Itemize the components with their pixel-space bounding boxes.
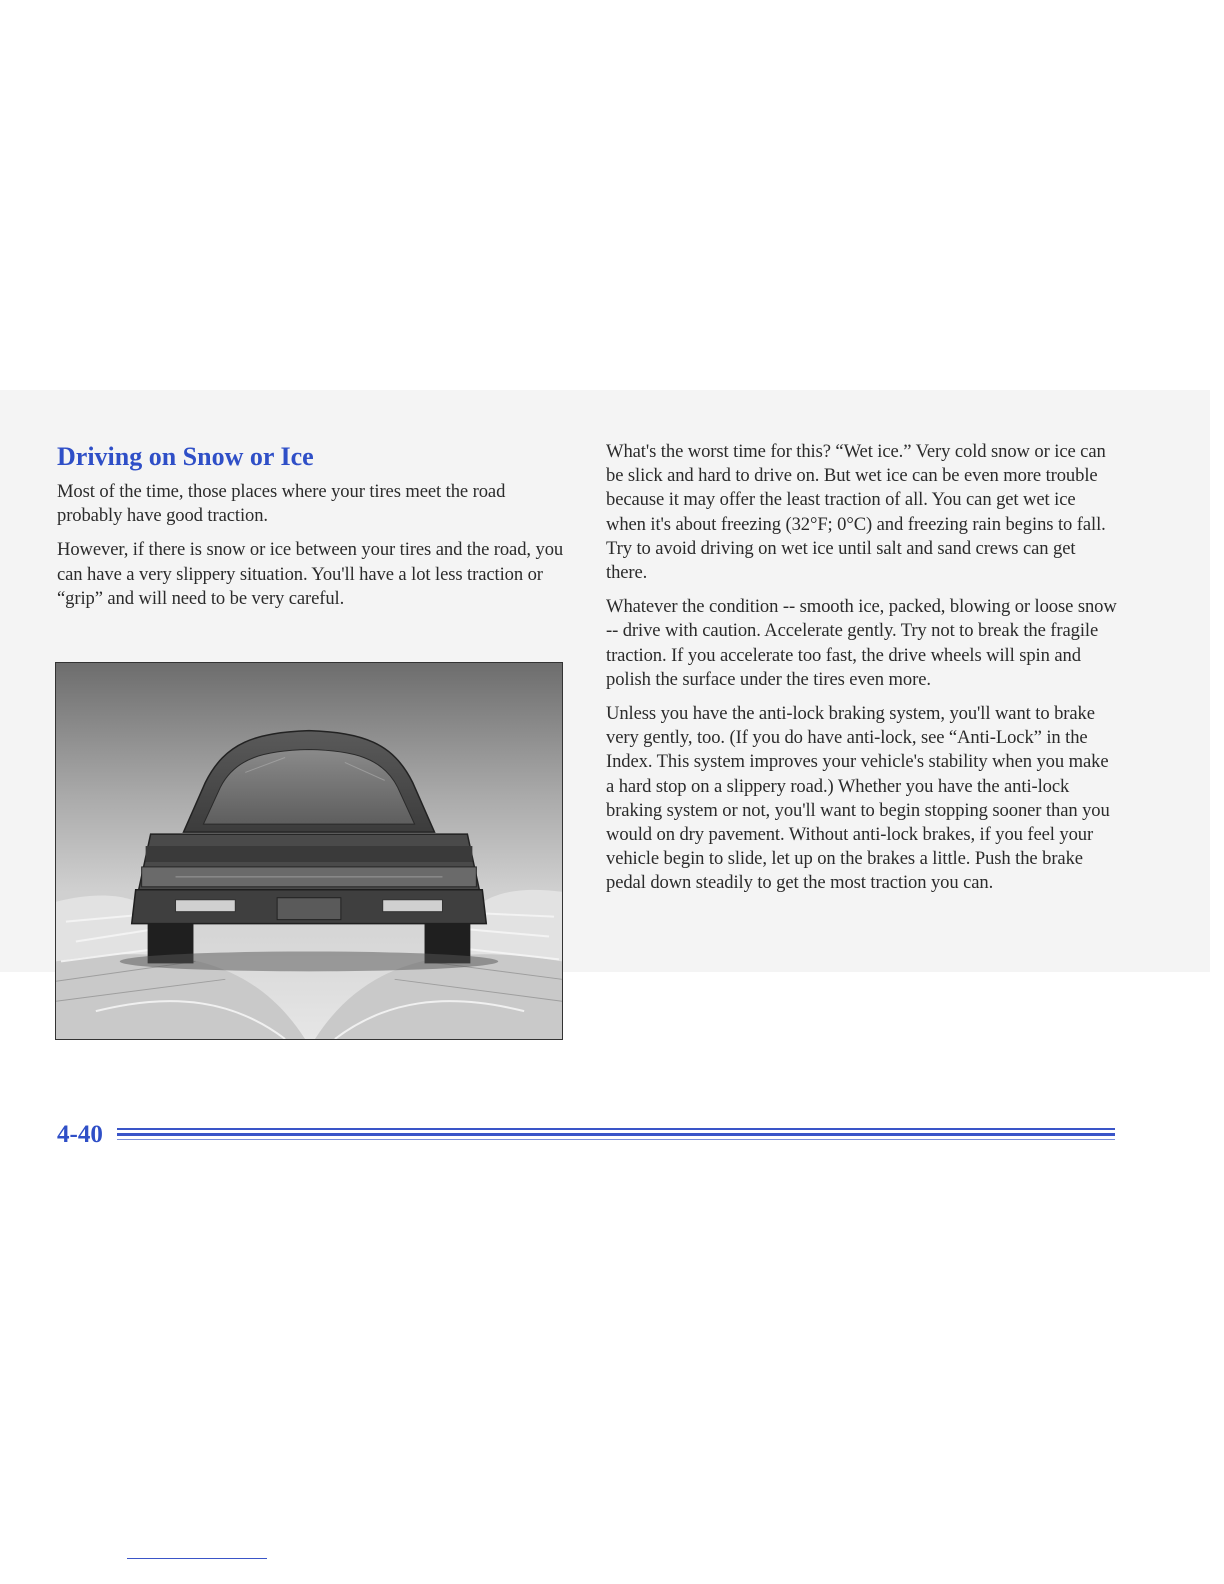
body-paragraph: What's the worst time for this? “Wet ice.” Very cold snow or ice can be slick and hard to drive on. But wet ice can be even more trouble because it may offer the least traction of all. You can get wet ice when it's about freezing (32°F; 0°C) and freezing rain begins to fall. Try to avoid driving on wet ice until salt and sand crews can get there. xyxy=(606,441,1106,584)
page-number: 4-40 xyxy=(57,1121,103,1148)
left-column xyxy=(57,440,567,621)
car-on-icy-road-illustration xyxy=(55,662,563,1040)
bottom-divider xyxy=(127,1558,267,1559)
footer-rule xyxy=(117,1128,1115,1142)
right-column xyxy=(606,440,1118,906)
footer-rule-line xyxy=(117,1139,1115,1140)
footer-rule-line xyxy=(117,1133,1115,1136)
section-title: Driving on Snow or Ice xyxy=(57,442,314,471)
illustration-drawing xyxy=(56,663,562,1039)
body-paragraph: Whatever the condition -- smooth ice, packed, blowing or loose snow -- drive with caution. Accelerate gently. Try not to break the fragile traction. If you accelerate too fast, the drive wheels will spin and polish the surface under the tires even more. xyxy=(606,596,1117,690)
footer-rule-line xyxy=(117,1128,1115,1130)
body-paragraph: However, if there is snow or ice between your tires and the road, you can have a very slippery situation. You'll have a lot less traction or “grip” and will need to be very careful. xyxy=(57,539,564,609)
body-paragraph: Unless you have the anti-lock braking system, you'll want to brake very gently, too. (If you do have anti-lock, see “Anti-Lock” in the Index. This system improves your vehicle's stability when you make a hard stop on a slippery road.) Whether you have the anti-lock braking system or not, you'll want to begin stopping sooner than you would on dry pavement. Without anti-lock brakes, if you feel your vehicle begin to slide, let up on the brakes a little. Push the brake pedal down steadily to get the most traction you can. xyxy=(606,703,1110,894)
body-paragraph: Most of the time, those places where your tires meet the road probably have good traction. xyxy=(57,481,506,527)
